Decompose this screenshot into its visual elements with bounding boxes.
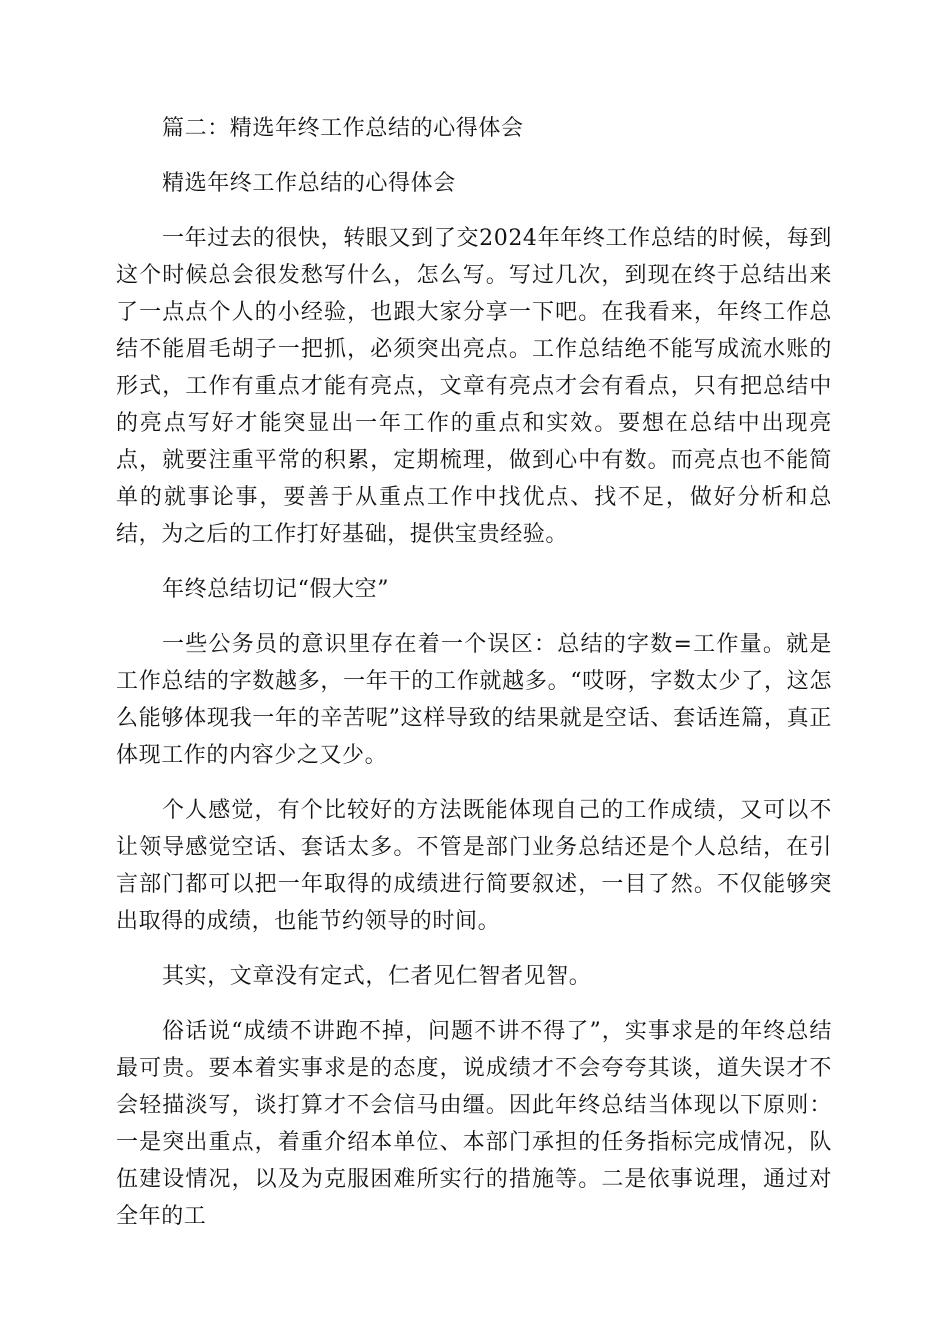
paragraph-method: 个人感觉，有个比较好的方法既能体现自己的工作成绩，又可以不让领导感觉空话、套话太多。不管是部门业务总结还是个人总结，在引言部门都可以把一年取得的成绩进行简要叙述，一目了然。不仅能够突出取得的成绩，也能节约领导的时间。 xyxy=(116,798,832,934)
paragraph-intro: 一年过去的很快，转眼又到了交2024年年终工作总结的时候，每到这个时候总会很发愁写什么，怎么写。写过几次，到现在终于总结出来了一点点个人的小经验，也跟大家分享一下吧。在我看来，年终工作总结不能眉毛胡子一把抓，必须突出亮点。工作总结绝不能写成流水账的形式，工作有重点才能有亮点，文章有亮点才会有看点，只有把总结中的亮点写好才能突显出一年工作的重点和实效。要想在总结中出现亮点，就要注重平常的积累，定期梳理，做到心中有数。而亮点也不能简单的就事论事，要善于从重点工作中找优点、找不足，做好分析和总结，为之后的工作打好基础，提供宝贵经验。 xyxy=(116,226,832,547)
paragraph-no-fixed-form: 其实，文章没有定式，仁者见仁智者见智。 xyxy=(162,964,592,989)
paragraph-misconception: 一些公务员的意识里存在着一个误区：总结的字数=工作量。就是工作总结的字数越多，一年干的工作就越多。“哎呀，字数太少了，这怎么能够体现我一年的辛苦呢”这样导致的结果就是空话、套话连篇，真正体现工作的内容少之又少。 xyxy=(116,632,832,768)
section-title: 篇二：精选年终工作总结的心得体会 xyxy=(162,116,524,141)
subheading-avoid-empty-talk: 年终总结切记“假大空” xyxy=(162,577,390,602)
article-title: 精选年终工作总结的心得体会 xyxy=(162,171,456,196)
paragraph-principles: 俗话说“成绩不讲跑不掉，问题不讲不得了”，实事求是的年终总结最可贵。要本着实事求是的态度，说成绩才不会夸夸其谈，道失误才不会轻描淡写，谈打算才不会信马由缰。因此年终总结当体现以下原则：一是突出重点，着重介绍本单位、本部门承担的任务指标完成情况，队伍建设情况，以及为克服困难所实行的措施等。二是依事说理，通过对全年的工 xyxy=(116,1019,832,1229)
document-page xyxy=(116,110,832,1253)
